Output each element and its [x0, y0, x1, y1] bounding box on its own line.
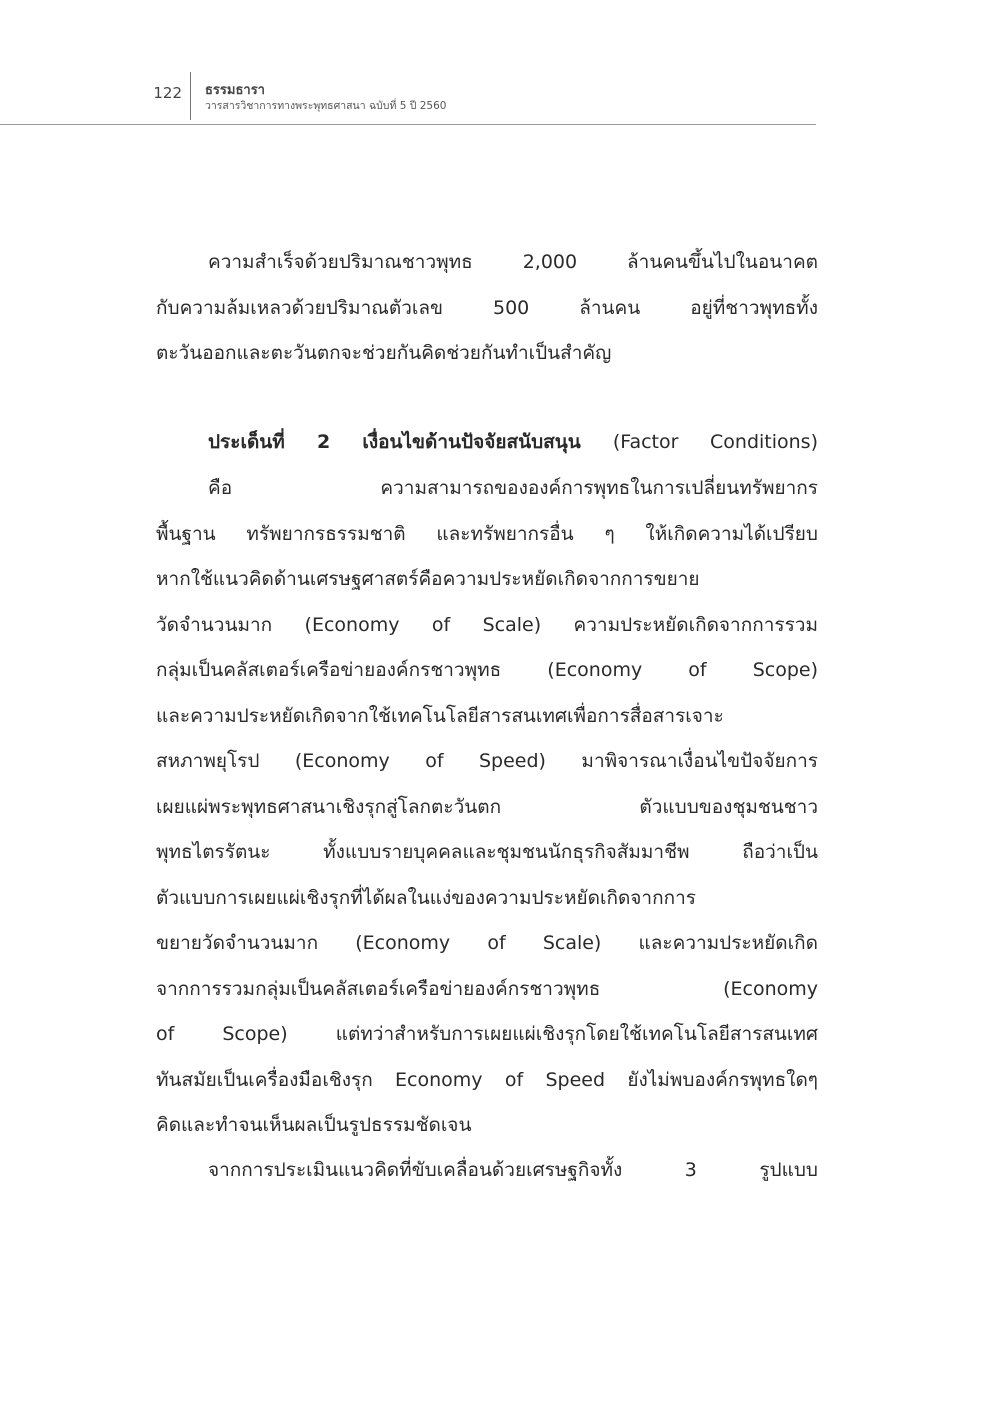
paragraph-line: คิดและทำจนเห็นผลเป็นรูปธรรมชัดเจน	[156, 1114, 472, 1136]
paragraph-line: ทันสมัยเป็นเครื่องมือเชิงรุก Economy of Speed ยังไม่พบองค์กรพุทธใดๆ	[156, 1068, 818, 1091]
intro-paragraph	[156, 240, 818, 377]
paragraph-line: of Scope) แต่ทว่าสำหรับการเผยแผ่เชิงรุกโดยใช้เทคโนโลยีสารสนเทศ	[156, 1023, 818, 1045]
paragraph-line: กลุ่มเป็นคลัสเตอร์เครือข่ายองค์กรชาวพุทธ (Economy of Scope)	[156, 659, 818, 681]
paragraph-line: ตะวันออกและตะวันตกจะช่วยกันคิดช่วยกันทำเป็นสำคัญ	[156, 342, 612, 364]
paragraph-line: พุทธไตรรัตนะ ทั้งแบบรายบุคคลและชุมชนนักธุรกิจสัมมาชีพ ถือว่าเป็น	[156, 841, 818, 863]
closing-paragraph	[156, 1148, 818, 1194]
section-heading-thai: ประเด็นที่ 2 เงื่อนไขด้านปัจจัยสนับสนุน	[208, 431, 581, 453]
paragraph-line: สหภาพยุโรป (Economy of Speed) มาพิจารณาเงื่อนไขปัจจัยการ	[156, 750, 818, 772]
header-divider	[190, 72, 191, 120]
header-rule	[0, 124, 816, 125]
paragraph-line: คือ ความสามารถขององค์การพุทธในการเปลี่ยนทรัพยากร	[208, 477, 818, 499]
section-heading	[156, 420, 818, 466]
journal-title: ธรรมธารา	[205, 83, 265, 98]
paragraph-line: ความสำเร็จด้วยปริมาณชาวพุทธ 2,000 ล้านคนขึ้นไปในอนาคต	[208, 251, 818, 273]
paragraph-line: หากใช้แนวคิดด้านเศรษฐศาสตร์คือความประหยัดเกิดจากการขยาย	[156, 568, 700, 590]
paragraph-line: จากการประเมินแนวคิดที่ขับเคลื่อนด้วยเศรษฐกิจทั้ง 3 รูปแบบ	[208, 1159, 818, 1181]
paragraph-line: พื้นฐาน ทรัพยากรธรรมชาติ และทรัพยากรอื่น ๆ ให้เกิดความได้เปรียบ	[156, 522, 818, 545]
paragraph-line: และความประหยัดเกิดจากใช้เทคโนโลยีสารสนเทศเพื่อการสื่อสารเจาะ	[156, 704, 724, 727]
paragraph-line: เผยแผ่พระพุทธศาสนาเชิงรุกสู่โลกตะวันตก ตัวแบบของชุมชนชาว	[156, 795, 818, 818]
paragraph-line: ตัวแบบการเผยแผ่เชิงรุกที่ได้ผลในแง่ของความประหยัดเกิดจากการ	[156, 886, 696, 909]
paragraph-line: ขยายวัดจำนวนมาก (Economy of Scale) และความประหยัดเกิด	[156, 932, 818, 954]
paragraph-line: จากการรวมกลุ่มเป็นคลัสเตอร์เครือข่ายองค์กรชาวพุทธ (Economy	[156, 977, 818, 1000]
page-number: 122	[153, 84, 182, 102]
paragraph-line: วัดจำนวนมาก (Economy of Scale) ความประหยัดเกิดจากการรวม	[156, 613, 818, 636]
section-heading-line	[156, 420, 818, 466]
journal-subtitle: วารสารวิชาการทางพระพุทธศาสนา ฉบับที่ 5 ปี 2560	[205, 100, 447, 112]
paragraph-line: กับความล้มเหลวด้วยปริมาณตัวเลข 500 ล้านคน อยู่ที่ชาวพุทธทั้ง	[156, 296, 818, 319]
section-heading-english: (Factor Conditions)	[612, 431, 818, 453]
main-paragraph	[156, 466, 818, 1149]
